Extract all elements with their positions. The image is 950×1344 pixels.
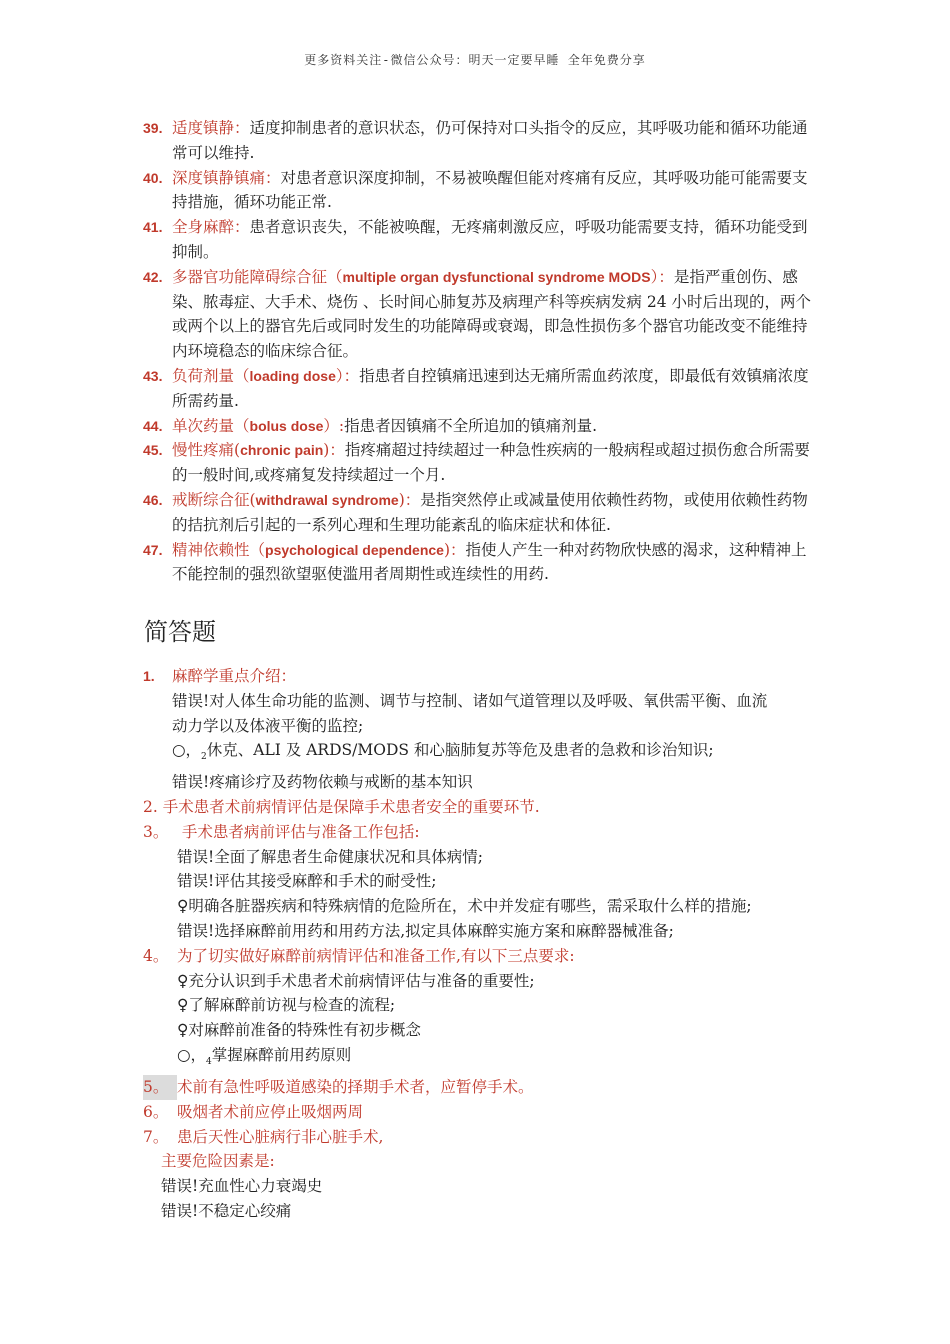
def-body: 指使人产生一种对药物欣快感的渴求，这种精神上不能控制的强烈欲望驱使滥用者周期性或连续性的用药. [172,540,807,584]
q7-line: 错误!充血性心力衰竭史 [161,1177,323,1196]
def-term: 全身麻醉： [172,218,250,237]
def-num: 42. [143,268,163,285]
def-body: 是指严重创伤、感染、脓毒症、大手术、烧伤 、长时间心肺复苏及病理产科等疾病发病 24 小时后出现的，两个或两个以上的器官先后或同时发生的功能障碍或衰竭，即急性损伤多个器官功能改变不能维持内环境稳态的临床综合征。 [172,267,812,361]
q1-line: ○，$_2$休克、ALI 及 ARDS/MODS 和心脑肺复苏等危及患者的急救和诊治知识; [172,741,714,763]
def-body: 患者意识丧失，不能被唤醒，无疼痛刺激反应，呼吸功能需要支持，循环功能受到抑制。 [172,218,808,261]
definitions-list [143,116,813,587]
def-body: 指疼痛超过持续超过一种急性疾病的一般病程或超过损伤愈合所需要的一般时间,或疼痛复发持续超过一个月. [172,441,810,485]
def-term: 适度镇静： [172,119,250,137]
definition-item [143,215,813,265]
q3-line: 错误!全面了解患者生命健康状况和具体病情; [177,847,483,866]
def-body: 指患者因镇痛不全所追加的镇痛剂量. [344,416,598,435]
def-num: 39. [143,120,163,136]
definition-item [143,364,813,414]
def-num: 41. [143,219,163,236]
definition-item [143,166,813,216]
def-num: 43. [143,367,163,384]
q3-heading: 3。 手术患者病前评估与准备工作包括: [143,822,420,841]
q3-line: ♀明确各脏器疾病和特殊病情的危险所在，术中并发症有哪些，需采取什么样的措施; [177,897,752,916]
def-term: 深度镇静镇痛： [172,168,281,187]
def-body: 适度抑制患者的意识状态，仍可保持对口头指令的反应，其呼吸功能和循环功能通常可以维持. [172,119,808,162]
def-term: 慢性疼痛(chronic pain)： [172,441,345,460]
q7-line: 错误!不稳定心绞痛 [161,1201,292,1220]
q4-line: ♀充分认识到手术患者术前病情评估与准备的重要性; [177,971,535,990]
definition-item [143,116,813,166]
q4-line: ♀对麻醉前准备的特殊性有初步概念 [177,1021,421,1040]
definition-item [143,265,813,364]
def-num: 44. [143,417,163,434]
q4-line: ♀了解麻醉前访视与检查的流程; [177,996,396,1015]
def-term: 戒断综合征(withdrawal syndrome)： [172,490,421,509]
q1-line: 错误!疼痛诊疗及药物依赖与戒断的基本知识 [172,773,473,792]
definition-item [143,488,813,538]
q5-line: 5。 术前有急性呼吸道感染的择期手术者，应暂停手术。 [143,1075,823,1100]
def-term: 精神依赖性（psychological dependence)： [172,540,466,559]
q4-heading: 4。 为了切实做好麻醉前病情评估和准备工作,有以下三点要求: [143,946,575,965]
def-body: 是指突然停止或减量使用依赖性药物，或使用依赖性药物的拮抗剂后引起的一系列心理和生理功能紊乱的临床症状和体征. [172,490,808,534]
section-title: 简答题 [144,618,216,646]
q1-heading: 1. 麻醉学重点介绍： [143,667,297,685]
def-num: 46. [143,491,163,508]
def-body: 对患者意识深度抑制，不易被唤醒但能对疼痛有反应，其呼吸功能可能需要支持措施，循环功能正常. [172,168,808,212]
q1-line: 动力学以及体液平衡的监控; [172,716,364,735]
q3-line: 错误!评估其接受麻醉和手术的耐受性; [177,872,437,891]
definition-item [143,438,813,488]
q3-line: 错误!选择麻醉前用药和用药方法,拟定具体麻醉实施方案和麻醉器械准备; [177,922,674,941]
q7-line: 7。 患后天性心脏病行非心脏手术, [143,1127,384,1146]
definition-item [143,414,813,439]
definition-item [143,538,813,588]
def-num: 47. [143,541,163,558]
def-num: 45. [143,442,163,459]
def-term: 多器官功能障碍综合征（multiple organ dysfunctional syndrome MODS）： [172,267,674,286]
q6-line: 6。 吸烟者术前应停止吸烟两周 [143,1102,364,1121]
q4-line: ○，$_4$掌握麻醉前用药原则 [177,1046,352,1068]
q1-line: 错误!对人体生命功能的监测、调节与控制、诸如气道管理以及呼吸、氧供需平衡、血流 [172,691,768,710]
def-term: 单次药量（bolus dose）: [172,416,345,435]
q7-subheading: 主要危险因素是: [161,1152,275,1171]
def-term: 负荷剂量（loading dose）： [172,366,360,385]
q2-line: 2. 手术患者术前病情评估是保障手术患者安全的重要环节. [143,798,540,817]
def-num: 40. [143,169,163,186]
page-header: 更多资料关注-微信公众号：明天一定要早睡 全年免费分享 [304,53,646,67]
def-body: 指患者自控镇痛迅速到达无痛所需血药浓度，即最低有效镇痛浓度所需药量. [172,366,809,410]
short-answer-list [143,664,823,1224]
